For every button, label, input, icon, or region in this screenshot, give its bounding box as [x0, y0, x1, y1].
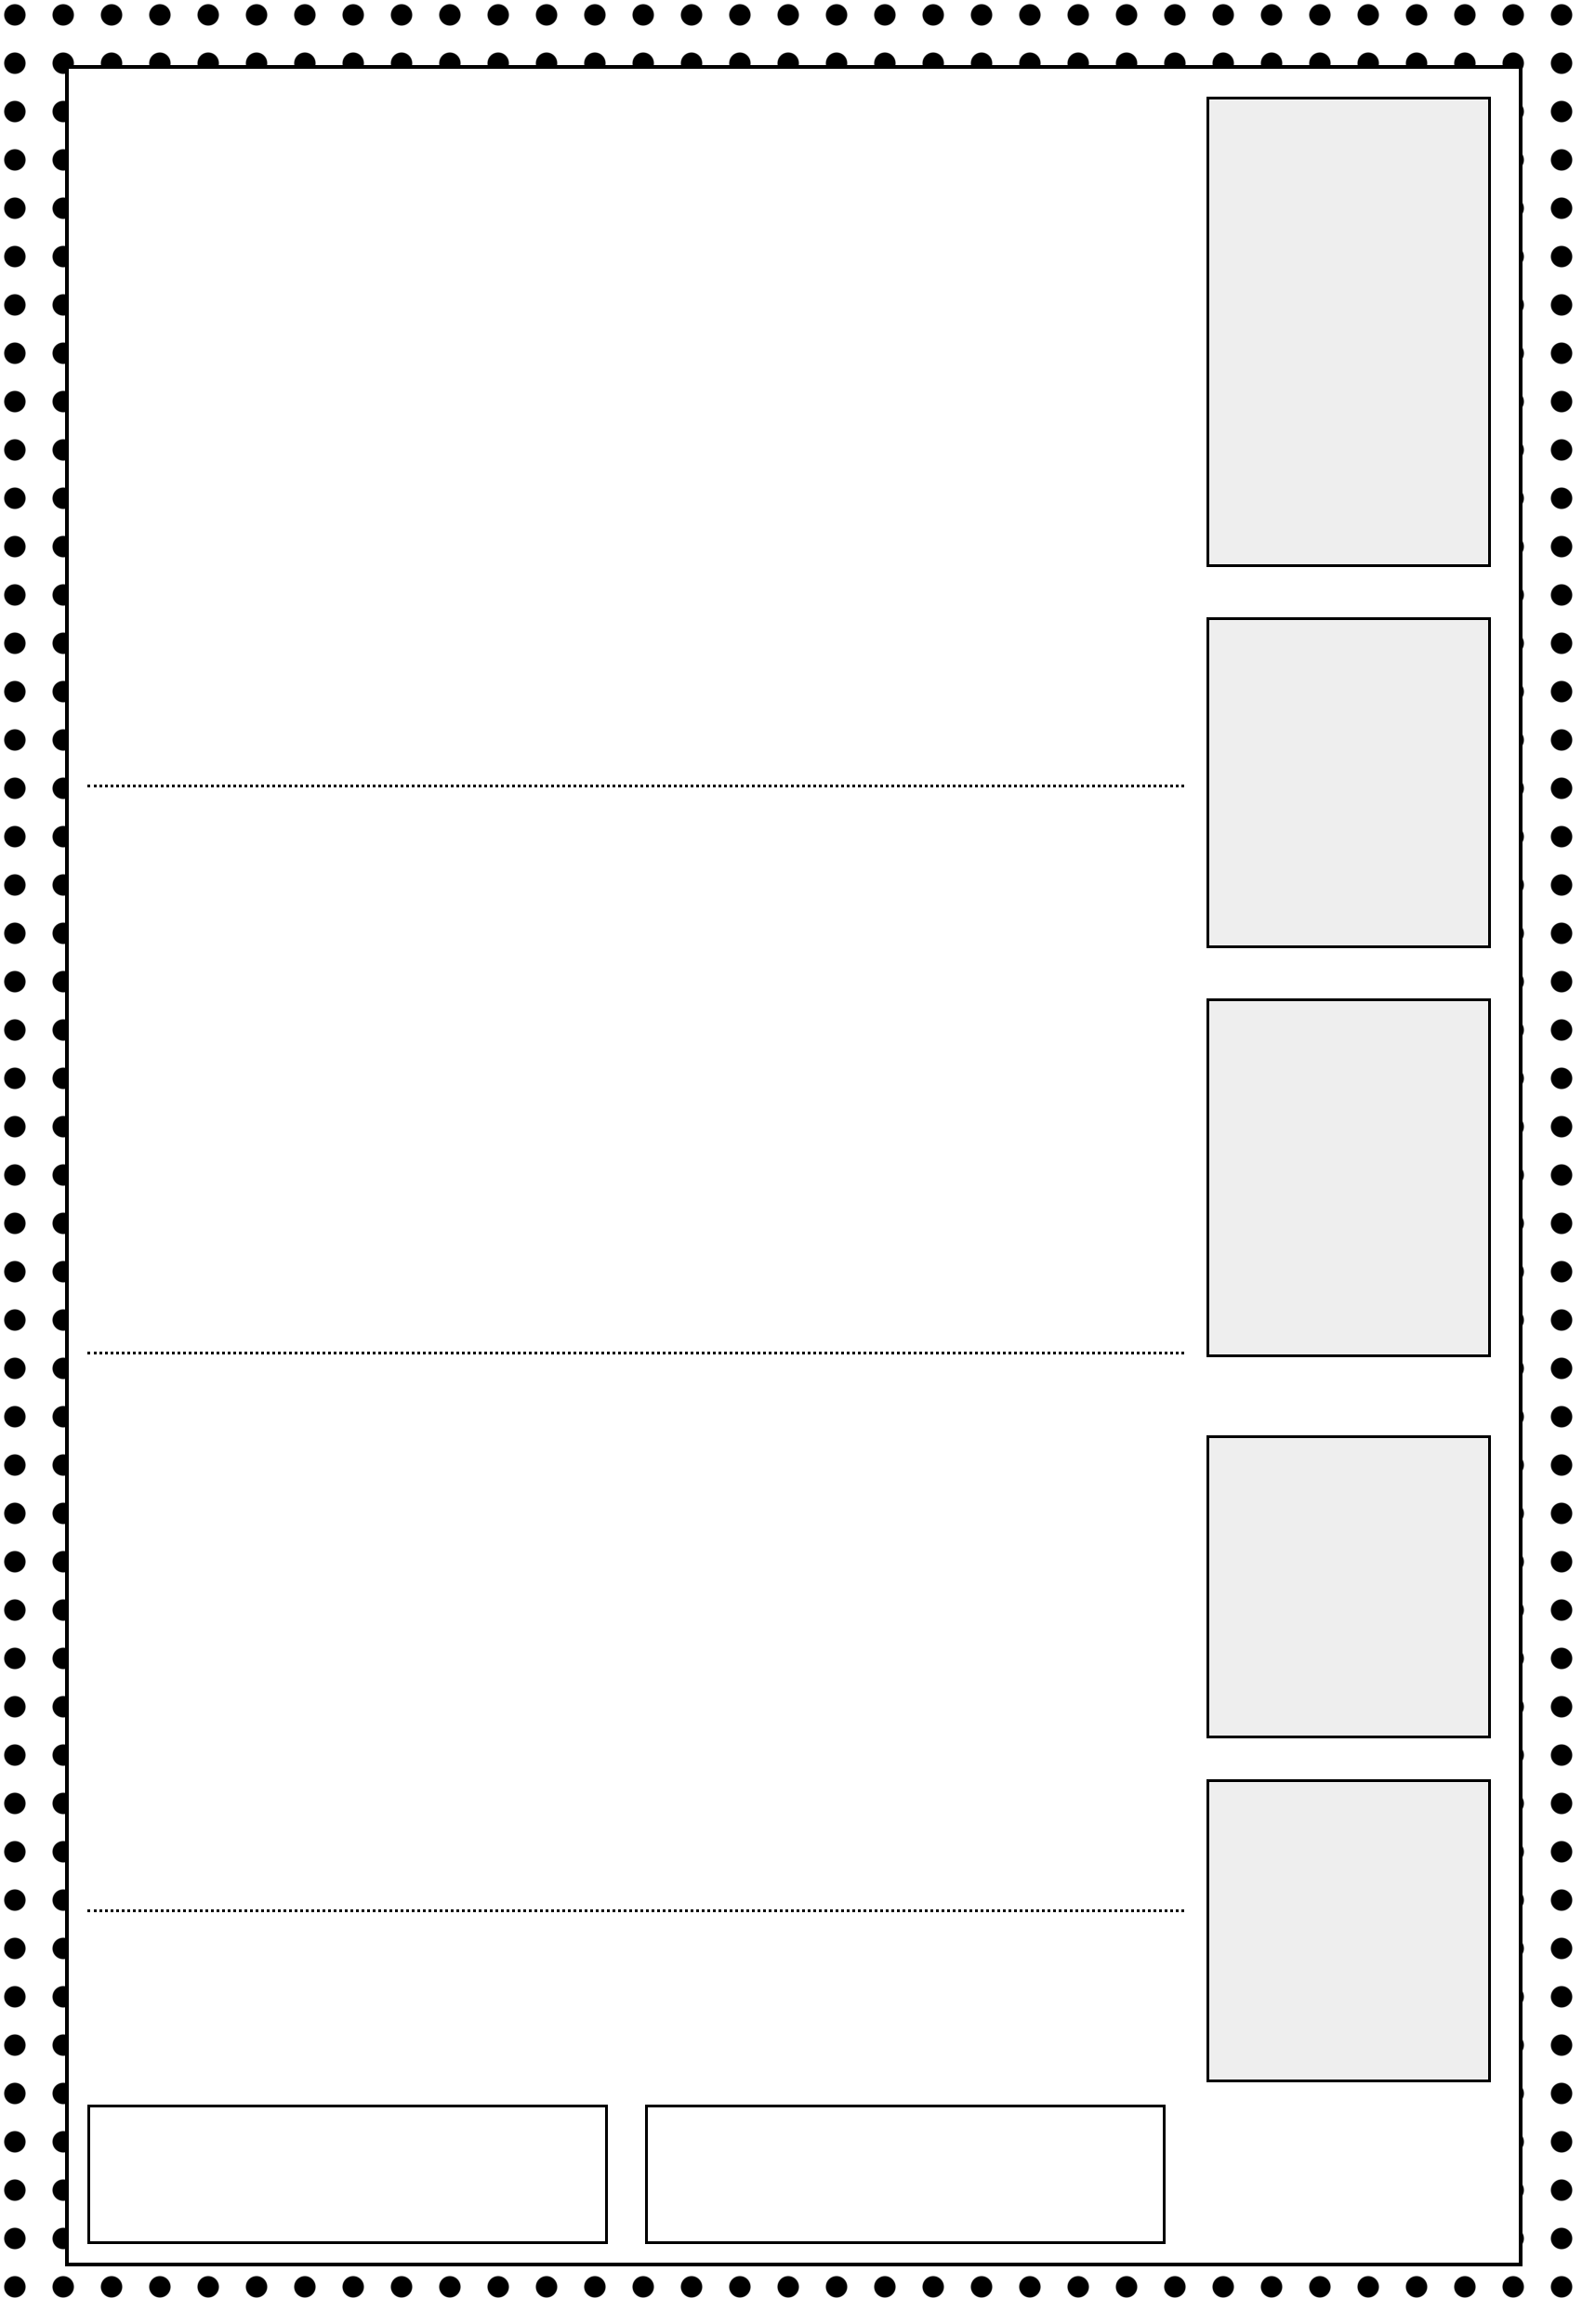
reader-illustration [1206, 1435, 1491, 1738]
divider [87, 785, 1184, 787]
reader-illustration [1206, 97, 1491, 567]
reader-illustration [1206, 1779, 1491, 2082]
address-box [87, 2105, 608, 2244]
deadline-box [645, 2105, 1166, 2244]
reader-illustration [1206, 998, 1491, 1357]
letters-page [65, 65, 1523, 2266]
divider [87, 1909, 1184, 1912]
divider [87, 1352, 1184, 1354]
reader-illustration [1206, 617, 1491, 948]
